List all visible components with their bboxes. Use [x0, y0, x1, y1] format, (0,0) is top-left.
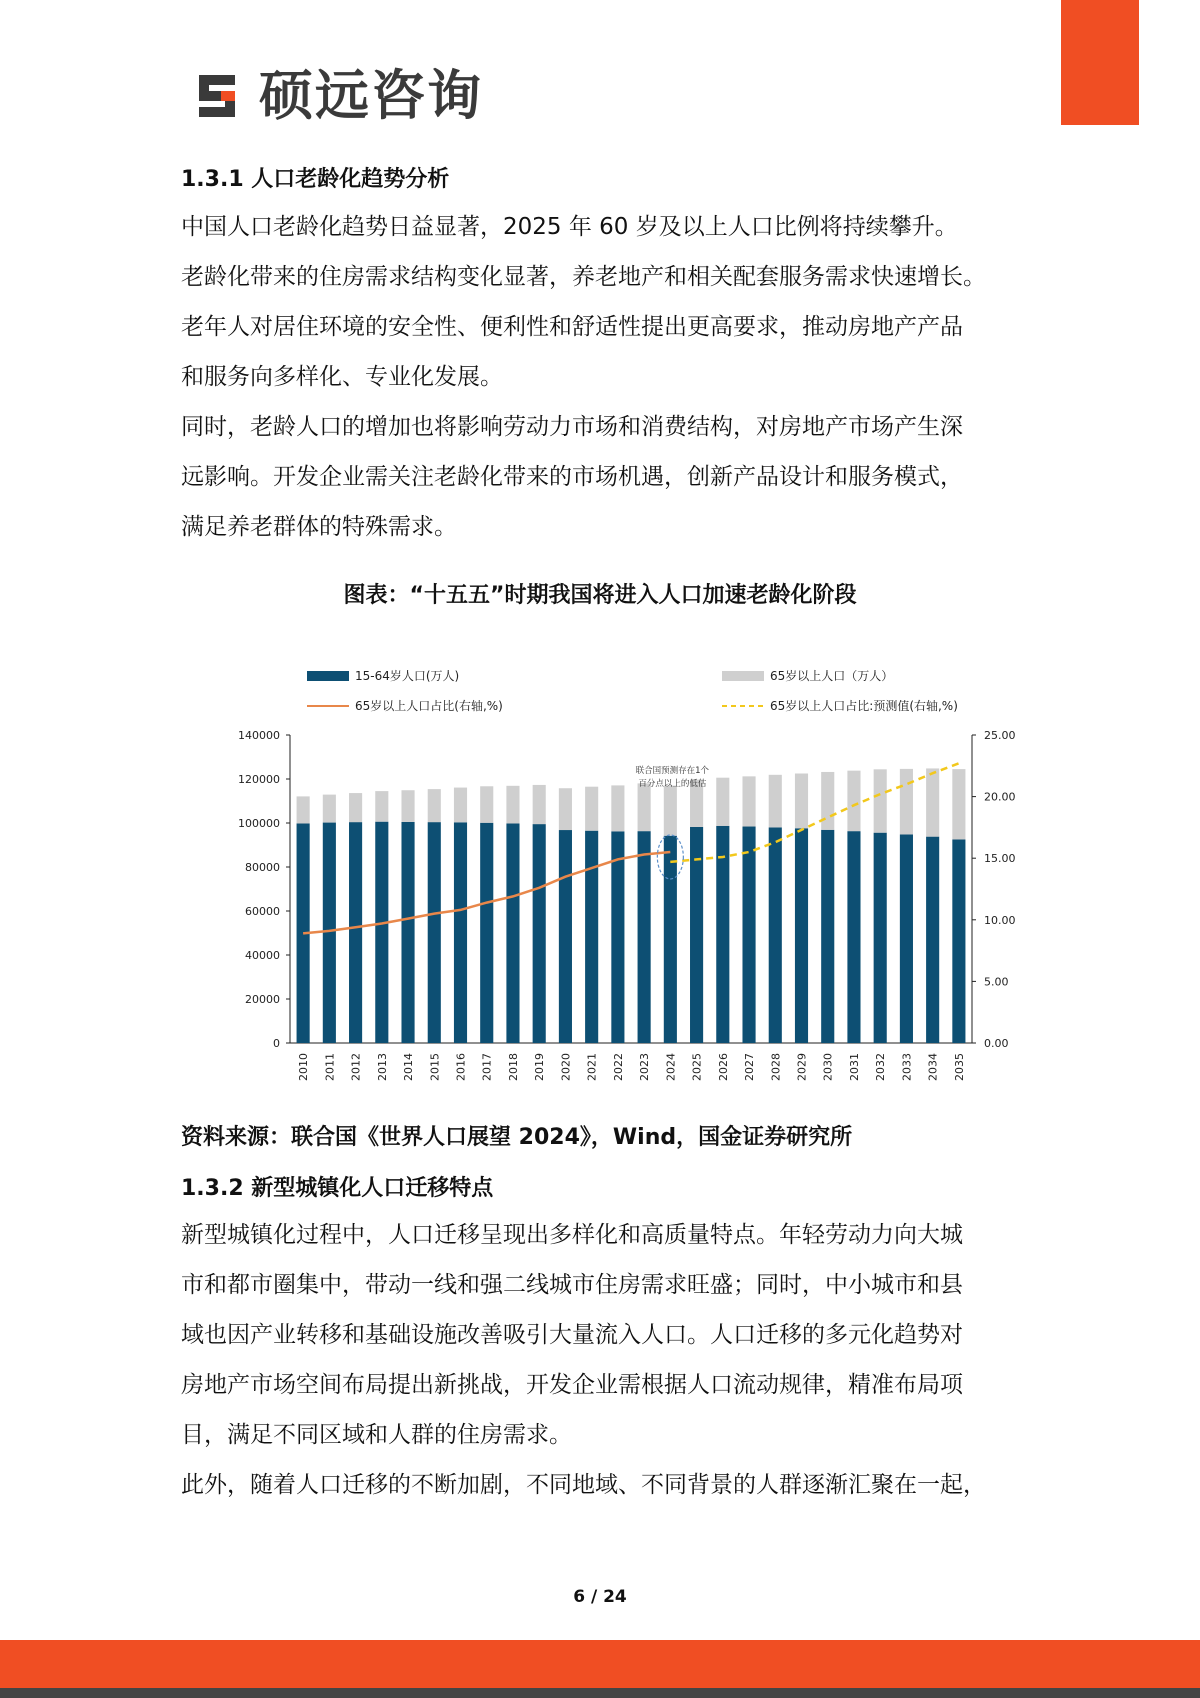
- corner-accent-block: [1061, 0, 1139, 125]
- bar-working-age-2022: [611, 831, 624, 1043]
- x-tick-label-2034: 2034: [926, 1053, 940, 1081]
- bar-working-age-2020: [559, 830, 572, 1043]
- left-tick-label: 40000: [245, 949, 280, 962]
- bar-elderly-2016: [454, 788, 467, 823]
- footer-accent-bar: [0, 1640, 1200, 1688]
- bar-elderly-2014: [401, 790, 414, 822]
- legend-label: 65岁以上人口占比:预测值(右轴,%): [770, 699, 958, 713]
- x-tick-label-2025: 2025: [690, 1053, 704, 1081]
- x-tick-label-2035: 2035: [952, 1053, 966, 1081]
- legend-label: 15-64岁人口(万人): [355, 669, 460, 683]
- x-tick-label-2013: 2013: [375, 1053, 389, 1081]
- bar-working-age-2034: [926, 837, 939, 1043]
- paragraph-line: 满足养老群体的特殊需求。: [181, 514, 457, 540]
- bar-elderly-2026: [716, 778, 729, 826]
- x-tick-label-2024: 2024: [664, 1053, 678, 1081]
- paragraph-line: 老龄化带来的住房需求结构变化显著，养老地产和相关配套服务需求快速增长。: [181, 264, 986, 290]
- x-tick-label-2027: 2027: [743, 1053, 757, 1081]
- bar-elderly-2022: [611, 785, 624, 831]
- figure-source: 资料来源：联合国《世界人口展望 2024》，Wind，国金证券研究所: [181, 1125, 853, 1150]
- ratio-line-forecast: [670, 763, 959, 862]
- bar-elderly-2028: [769, 775, 782, 828]
- footer-dark-bar: [0, 1688, 1200, 1698]
- brand-mark-icon: [195, 71, 249, 121]
- bar-elderly-2034: [926, 768, 939, 836]
- bar-working-age-2030: [821, 830, 834, 1043]
- bar-elderly-2029: [795, 774, 808, 829]
- bar-elderly-2024: [664, 786, 677, 836]
- x-tick-label-2010: 2010: [297, 1053, 311, 1081]
- bar-working-age-2021: [585, 831, 598, 1043]
- bar-working-age-2028: [769, 827, 782, 1043]
- right-tick-label: 15.00: [984, 852, 1016, 866]
- paragraph-line: 新型城镇化过程中，人口迁移呈现出多样化和高质量特点。年轻劳动力向大城: [181, 1222, 963, 1248]
- bar-working-age-2017: [480, 823, 493, 1043]
- x-tick-label-2029: 2029: [795, 1053, 809, 1081]
- paragraph-line: 远影响。开发企业需关注老龄化带来的市场机遇，创新产品设计和服务模式，: [181, 464, 963, 490]
- x-tick-label-2031: 2031: [847, 1053, 861, 1081]
- annotation-text: 百分点以上的低估: [638, 779, 707, 789]
- bar-working-age-2031: [847, 831, 860, 1043]
- paragraph-line: 中国人口老龄化趋势日益显著，2025 年 60 岁及以上人口比例将持续攀升。: [181, 214, 958, 240]
- x-tick-label-2017: 2017: [480, 1053, 494, 1081]
- population-aging-chart: [212, 650, 1016, 1090]
- bar-elderly-2019: [533, 785, 546, 824]
- x-tick-label-2022: 2022: [611, 1053, 625, 1081]
- bar-elderly-2032: [874, 769, 887, 832]
- brand-logo: [195, 66, 483, 126]
- x-tick-label-2019: 2019: [533, 1053, 547, 1081]
- legend-swatch: [722, 671, 764, 681]
- bar-working-age-2018: [506, 823, 519, 1043]
- bar-working-age-2027: [742, 827, 755, 1043]
- section-heading-urbanization: 1.3.2 新型城镇化人口迁移特点: [181, 1176, 494, 1201]
- bar-working-age-2013: [375, 822, 388, 1043]
- x-tick-label-2033: 2033: [900, 1053, 914, 1081]
- figure-title: 图表：“十五五”时期我国将进入人口加速老龄化阶段: [343, 583, 857, 608]
- right-tick-label: 20.00: [984, 790, 1016, 804]
- left-tick-label: 0: [273, 1037, 280, 1050]
- left-tick-label: 100000: [238, 817, 280, 830]
- x-tick-label-2016: 2016: [454, 1053, 468, 1081]
- bar-elderly-2021: [585, 787, 598, 831]
- bar-working-age-2015: [428, 822, 441, 1043]
- section-heading-aging: 1.3.1 人口老龄化趋势分析: [181, 167, 450, 192]
- bar-elderly-2035: [952, 769, 965, 839]
- bar-elderly-2011: [323, 795, 336, 823]
- x-tick-label-2021: 2021: [585, 1053, 599, 1081]
- left-tick-label: 80000: [245, 861, 280, 874]
- brand-name: 硕远咨询: [259, 64, 483, 127]
- x-tick-label-2023: 2023: [638, 1053, 652, 1081]
- right-tick-label: 0.00: [984, 1037, 1009, 1050]
- left-tick-label: 60000: [245, 905, 280, 918]
- bar-working-age-2011: [323, 823, 336, 1043]
- x-tick-label-2030: 2030: [821, 1053, 835, 1081]
- bar-working-age-2014: [401, 822, 414, 1043]
- section-urbanization-body: [181, 1210, 1031, 1510]
- bar-elderly-2012: [349, 793, 362, 822]
- bar-elderly-2018: [506, 786, 519, 824]
- bar-elderly-2020: [559, 788, 572, 830]
- x-tick-label-2011: 2011: [323, 1053, 337, 1081]
- x-tick-label-2020: 2020: [559, 1053, 573, 1081]
- bar-working-age-2032: [874, 833, 887, 1043]
- x-tick-label-2012: 2012: [349, 1053, 363, 1081]
- x-tick-label-2018: 2018: [506, 1053, 520, 1081]
- x-tick-label-2026: 2026: [716, 1053, 730, 1081]
- bar-working-age-2012: [349, 822, 362, 1043]
- legend-label: 65岁以上人口（万人）: [770, 669, 894, 683]
- bar-working-age-2029: [795, 828, 808, 1043]
- legend-swatch: [307, 671, 349, 681]
- left-tick-label: 20000: [245, 993, 280, 1006]
- x-tick-label-2032: 2032: [874, 1053, 888, 1081]
- bar-working-age-2019: [533, 824, 546, 1043]
- page-number: 6 / 24: [573, 1587, 627, 1607]
- bar-elderly-2013: [375, 791, 388, 822]
- bar-elderly-2030: [821, 772, 834, 830]
- section-aging-body: [181, 202, 1031, 552]
- paragraph-line: 域也因产业转移和基础设施改善吸引大量流入人口。人口迁移的多元化趋势对: [181, 1322, 963, 1348]
- right-tick-label: 10.00: [984, 913, 1016, 927]
- x-tick-label-2015: 2015: [428, 1053, 442, 1081]
- bar-elderly-2023: [638, 783, 651, 831]
- bar-working-age-2033: [900, 834, 913, 1043]
- left-tick-label: 120000: [238, 773, 280, 786]
- paragraph-line: 目，满足不同区域和人群的住房需求。: [181, 1422, 572, 1448]
- bar-elderly-2017: [480, 786, 493, 823]
- paragraph-line: 市和都市圈集中，带动一线和强二线城市住房需求旺盛；同时，中小城市和县: [181, 1272, 963, 1298]
- bar-working-age-2024: [664, 836, 677, 1043]
- paragraph-line: 房地产市场空间布局提出新挑战，开发企业需根据人口流动规律，精准布局项: [181, 1372, 963, 1398]
- legend-label: 65岁以上人口占比(右轴,%): [355, 699, 503, 713]
- right-tick-label: 25.00: [984, 729, 1016, 742]
- paragraph-line: 和服务向多样化、专业化发展。: [181, 364, 503, 390]
- x-tick-label-2014: 2014: [402, 1053, 416, 1081]
- bar-working-age-2023: [638, 831, 651, 1043]
- bar-working-age-2016: [454, 822, 467, 1043]
- bar-elderly-2031: [847, 771, 860, 832]
- paragraph-line: 老年人对居住环境的安全性、便利性和舒适性提出更高要求，推动房地产产品: [181, 314, 963, 340]
- paragraph-line: 此外，随着人口迁移的不断加剧，不同地域、不同背景的人群逐渐汇聚在一起，: [181, 1472, 986, 1498]
- bar-elderly-2010: [297, 796, 310, 823]
- bar-elderly-2033: [900, 769, 913, 835]
- bar-working-age-2035: [952, 840, 965, 1044]
- right-tick-label: 5.00: [984, 975, 1009, 989]
- bar-elderly-2015: [428, 789, 441, 822]
- annotation-text: 联合国预测存在1个: [635, 766, 710, 776]
- left-tick-label: 140000: [238, 729, 280, 742]
- paragraph-line: 同时，老龄人口的增加也将影响劳动力市场和消费结构，对房地产市场产生深: [181, 414, 963, 440]
- x-tick-label-2028: 2028: [769, 1053, 783, 1081]
- bar-elderly-2027: [742, 776, 755, 826]
